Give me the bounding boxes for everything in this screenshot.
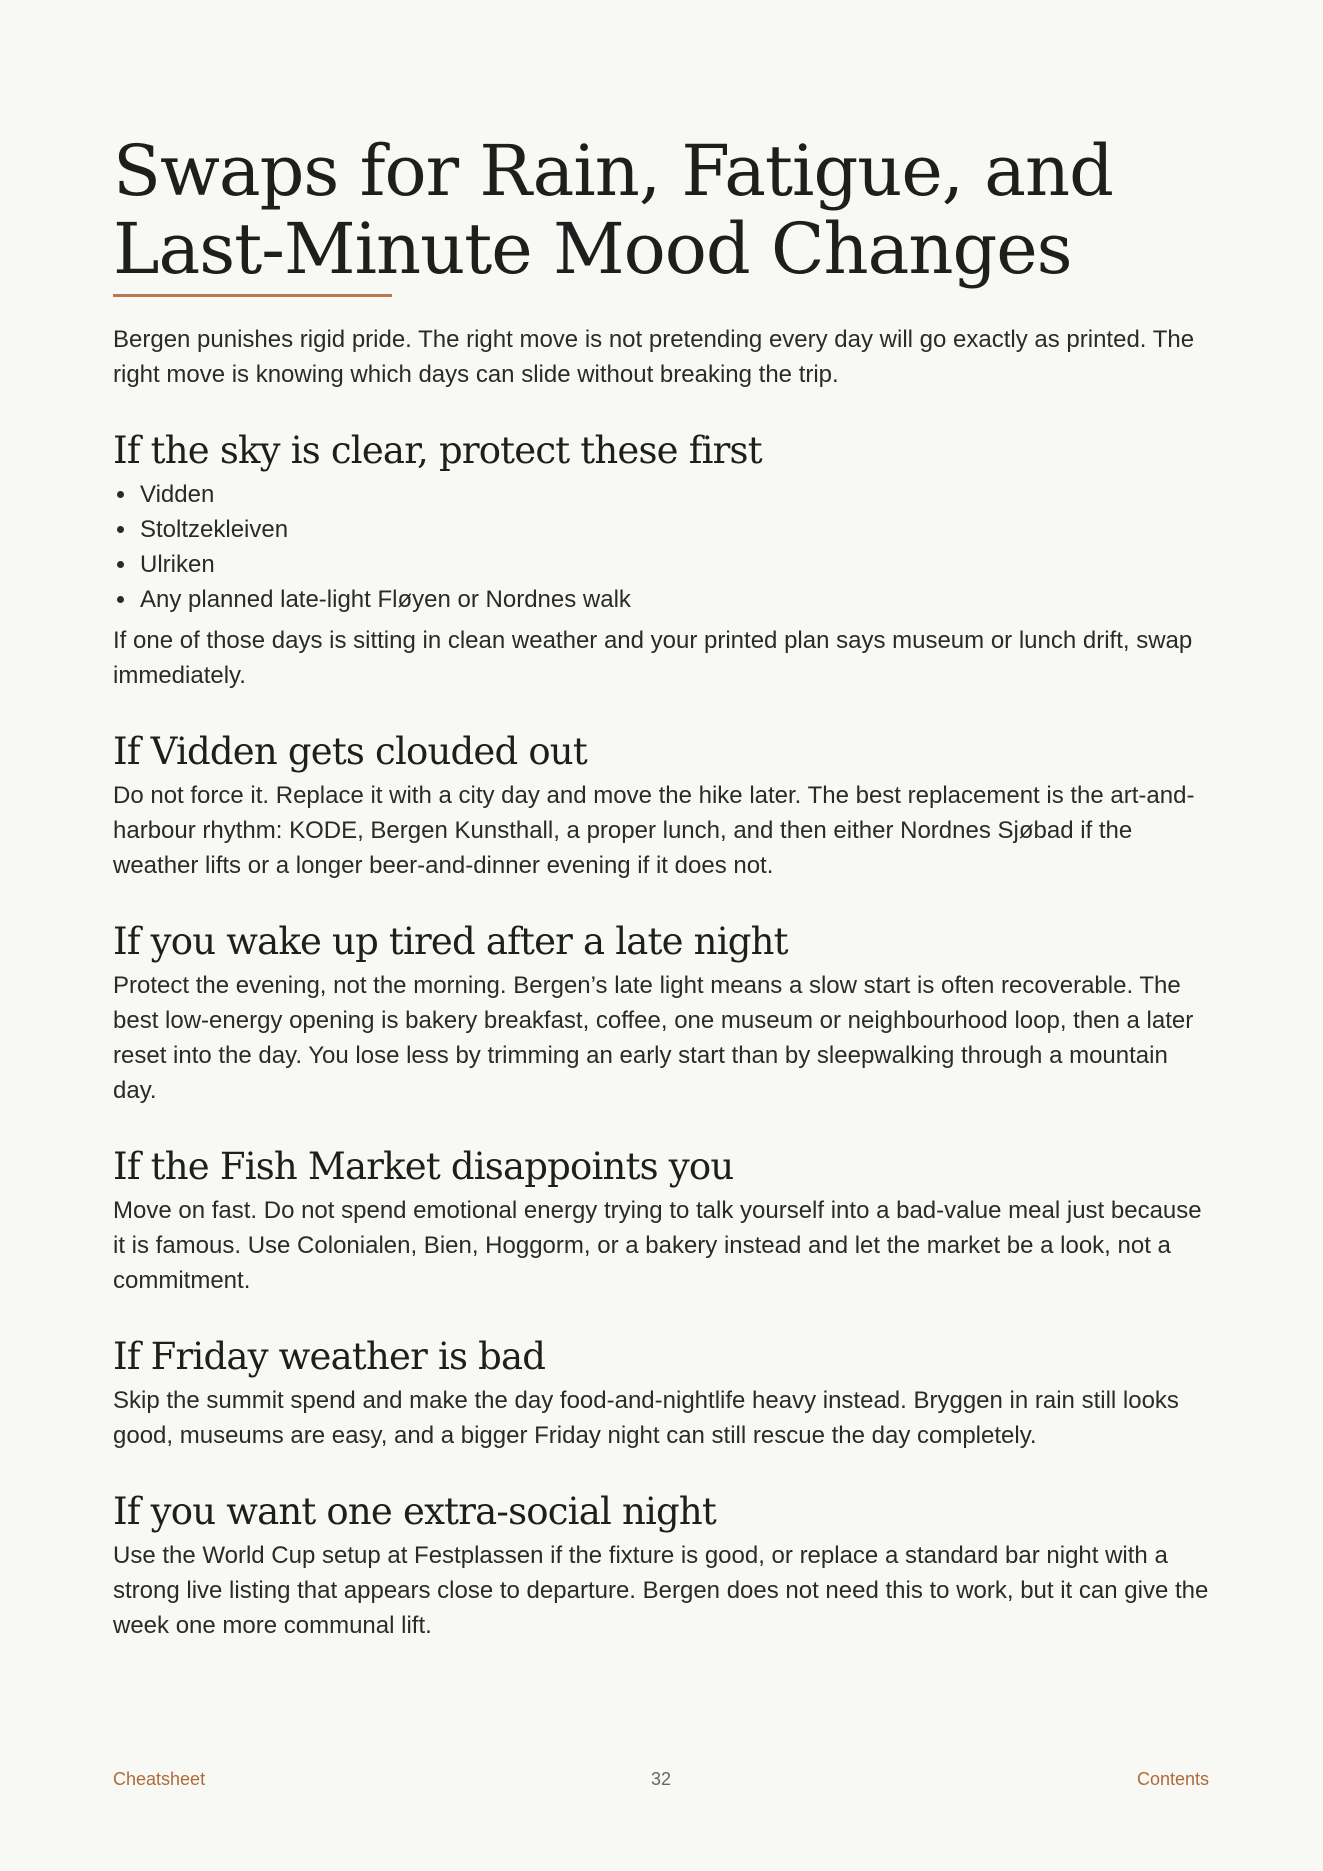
section-extra-social <box>113 1489 1209 1643</box>
section-tired <box>113 919 1209 1108</box>
list-item: • Stoltzekleiven <box>138 512 1209 547</box>
intro-paragraph: Bergen punishes rigid pride. The right move is not pretending every day will go exactly as printed. The right move is knowing which days can slide without breaking the trip. <box>113 326 1195 388</box>
section-heading: If you wake up tired after a late night <box>113 920 788 963</box>
section-heading: If Vidden gets clouded out <box>113 730 587 773</box>
section-clear-sky <box>113 428 1209 693</box>
title-underline <box>113 294 392 297</box>
section-vidden-clouded <box>113 729 1209 883</box>
section-body: Use the World Cup setup at Festplassen if the fixture is good, or replace a standard bar night with a strong live listing that appears close to departure. Bergen does not need this to work, but it can give the week one more communal lift. <box>113 1542 1209 1639</box>
contents-link[interactable]: Contents <box>1136 1769 1209 1789</box>
list-item: • Vidden <box>138 477 1209 512</box>
page-number: 32 <box>650 1769 672 1789</box>
section-body: Skip the summit spend and make the day food-and-nightlife heavy instead. Bryggen in rain still looks good, museums are easy, and a bigger Friday night can still rescue the day completely. <box>113 1387 1179 1449</box>
protect-first-list <box>113 477 1209 617</box>
list-item: • Any planned late-light Fløyen or Nordnes walk <box>138 582 1209 617</box>
cheatsheet-link[interactable]: Cheatsheet <box>113 1769 206 1789</box>
list-item: • Ulriken <box>138 547 1209 582</box>
section-heading: If the Fish Market disappoints you <box>113 1145 734 1188</box>
section-heading: If the sky is clear, protect these first <box>113 429 762 472</box>
section-fish-market <box>113 1144 1209 1298</box>
section-heading: If Friday weather is bad <box>113 1335 546 1378</box>
section-body: Do not force it. Replace it with a city day and move the hike later. The best replacement is the art-and-harbour rhythm: KODE, Bergen Kunsthall, a proper lunch, and then either Nordnes Sjøbad if the weather lifts or a longer beer-and-dinner evening if it does not. <box>113 782 1195 879</box>
section-body: Move on fast. Do not spend emotional energy trying to talk yourself into a bad-value meal just because it is famous. Use Colonialen, Bien, Hoggorm, or a bakery instead and let the market be a look, not a commitment. <box>113 1197 1202 1294</box>
section-body: If one of those days is sitting in clean weather and your printed plan says museum or lunch drift, swap immediately. <box>113 627 1193 689</box>
page-footer <box>113 1767 1209 1791</box>
section-heading: If you want one extra-social night <box>113 1490 716 1533</box>
section-body: Protect the evening, not the morning. Bergen’s late light means a slow start is often recoverable. The best low-energy opening is bakery breakfast, coffee, one museum or neighbourhood loop, then a later reset into the day. You lose less by trimming an early start than by sleepwalking through a mountain day. <box>113 972 1194 1104</box>
section-friday-weather <box>113 1334 1209 1453</box>
page-content <box>113 132 1209 1643</box>
page-title: Swaps for Rain, Fatigue, and Last-Minute Mood Changes <box>113 130 1113 290</box>
